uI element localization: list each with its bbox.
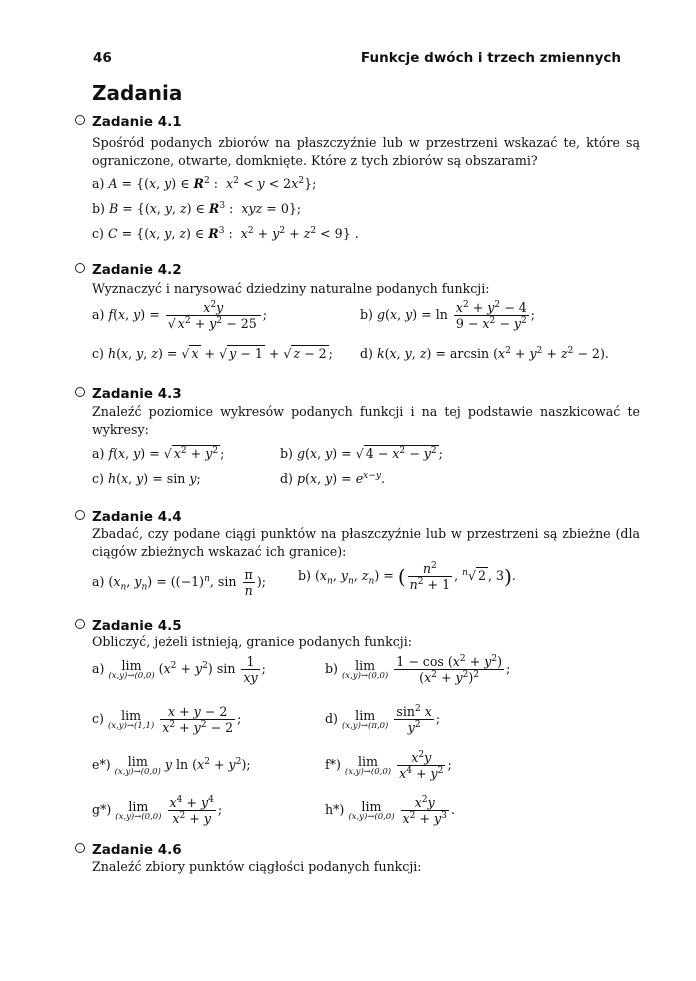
task-4-4 — [75, 509, 640, 598]
bullet-icon — [75, 843, 85, 853]
bullet-icon — [75, 619, 85, 629]
bullet-icon — [75, 263, 85, 273]
bullet-icon — [75, 387, 85, 397]
task-label: Zadanie 4.5 — [92, 618, 182, 634]
task-4-5 — [75, 618, 635, 826]
task-4-6 — [75, 842, 635, 874]
formula-d: d) lim (x,y)→(π,0) $\frac{\sin^2 x}{y^2}$ ; — [325, 703, 441, 735]
formula-c: c) C = {(x, y, z) ∈ $R^3$ : $x^2 + y^2 + z^2 < 9$} . — [92, 225, 359, 241]
formula-b: b) B = {(x, y, z) ∈ $R^3$ : xyz = 0}; — [92, 200, 302, 216]
task-text: Obliczyć, jeżeli istnieją, granice podanych funkcji: — [92, 634, 412, 649]
formula-a: a) f(x, y) = √ $x^2 + y^2$ ; — [92, 445, 225, 461]
page-number: 46 — [93, 50, 112, 66]
task-text: Wyznaczyć i narysować dziedziny naturalne podanych funkcji: — [92, 281, 490, 296]
formula-c: c) h(x, y, z) = √ x + √ y − 1 + √ z − 2 ; — [92, 346, 333, 361]
formula-c: c) lim (x,y)→(1,1) $\frac{x + y - 2}{x^2 + y^2 - 2}$ ; — [92, 704, 242, 735]
section-title: Zadania — [92, 81, 183, 105]
task-label: Zadanie 4.2 — [92, 262, 182, 278]
running-header: Funkcje dwóch i trzech zmiennych — [360, 50, 621, 66]
task-text: Znaleźć poziomice wykresów podanych funkcji i na tej podstawie naszkicować te wykresy: — [92, 404, 640, 437]
task-text: Zbadać, czy podane ciągi punktów na płaszczyźnie lub w przestrzeni są zbieżne (dla ciągów zbieżnych wskazać ich granice): — [92, 526, 640, 559]
formula-b: b) g(x, y) = ln $\frac{x^2 + y^2 - 4}{9 - x^2 - y^2}$ ; — [360, 299, 536, 331]
formula-h: h*) lim (x,y)→(0,0) $\frac{x^2y}{x^2 + y^3}$ . — [325, 794, 455, 826]
formula-b: b) g(x, y) = √ $4 - x^2 - y^2$ ; — [280, 445, 443, 461]
task-label: Zadanie 4.3 — [92, 386, 182, 402]
task-4-3 — [75, 386, 640, 486]
formula-a: a) A = {(x, y) ∈ $R^2$ : $x^2 < y < 2x^2$}; — [92, 175, 317, 191]
formula-a: a) lim (x,y)→(0,0) $(x^2 + y^2)$ sin $\frac{1}{xy}$ ; — [92, 654, 266, 685]
formula-d: d) k(x, y, $z) = \arcsin (x^2 + y^2 + z^2 - 2)$. — [360, 345, 609, 361]
task-4-1 — [75, 114, 640, 241]
formula-c: c) h(x, y) = sin y; — [92, 471, 201, 486]
formula-d: d) p(x, $y) = e^{x-y}$. — [280, 470, 385, 486]
formula-f: f*) lim (x,y)→(0,0) $\frac{x^2y}{x^4 + y^2}$ ; — [325, 749, 452, 781]
formula-b: b) ($x_n$, $y_n$, $z_n$) = ( $\frac{n^2}{n^2 + 1}$ , $^n$√ 2 , 3). — [298, 560, 516, 592]
formula-b: b) lim (x,y)→(0,0) $\frac{1 - \cos (x^2 + y^2)}{(x^2 + y^2)^2}$ ; — [325, 653, 511, 685]
task-label: Zadanie 4.4 — [92, 509, 182, 525]
task-4-2 — [75, 262, 635, 361]
task-text: Znaleźć zbiory punktów ciągłości podanych funkcji: — [92, 859, 422, 874]
formula-g: g*) lim (x,y)→(0,0) $\frac{x^4 + y^4}{x^2 + y}$ ; — [92, 794, 223, 826]
task-label: Zadanie 4.6 — [92, 842, 182, 858]
task-text: Spośród podanych zbiorów na płaszczyźnie lub w przestrzeni wskazać te, które są ograniczone, otwarte, domknięte. Które z tych zbiorów są obszarami? — [92, 135, 640, 168]
task-label: Zadanie 4.1 — [92, 114, 182, 130]
formula-e: e*) lim (x,y)→(0,0) y $\ln (x^2 + y^2)$; — [92, 754, 251, 777]
bullet-icon — [75, 510, 85, 520]
formula-a: a) ($x_n$, $y_n) = ((-1)^n$, sin $\frac{\pi}{n}$ ); — [92, 567, 266, 598]
bullet-icon — [75, 115, 85, 125]
formula-a: a) f(x, y) = $\frac{x^2y}{√ x^2 + y^2 - 25}$ ; — [92, 299, 267, 331]
